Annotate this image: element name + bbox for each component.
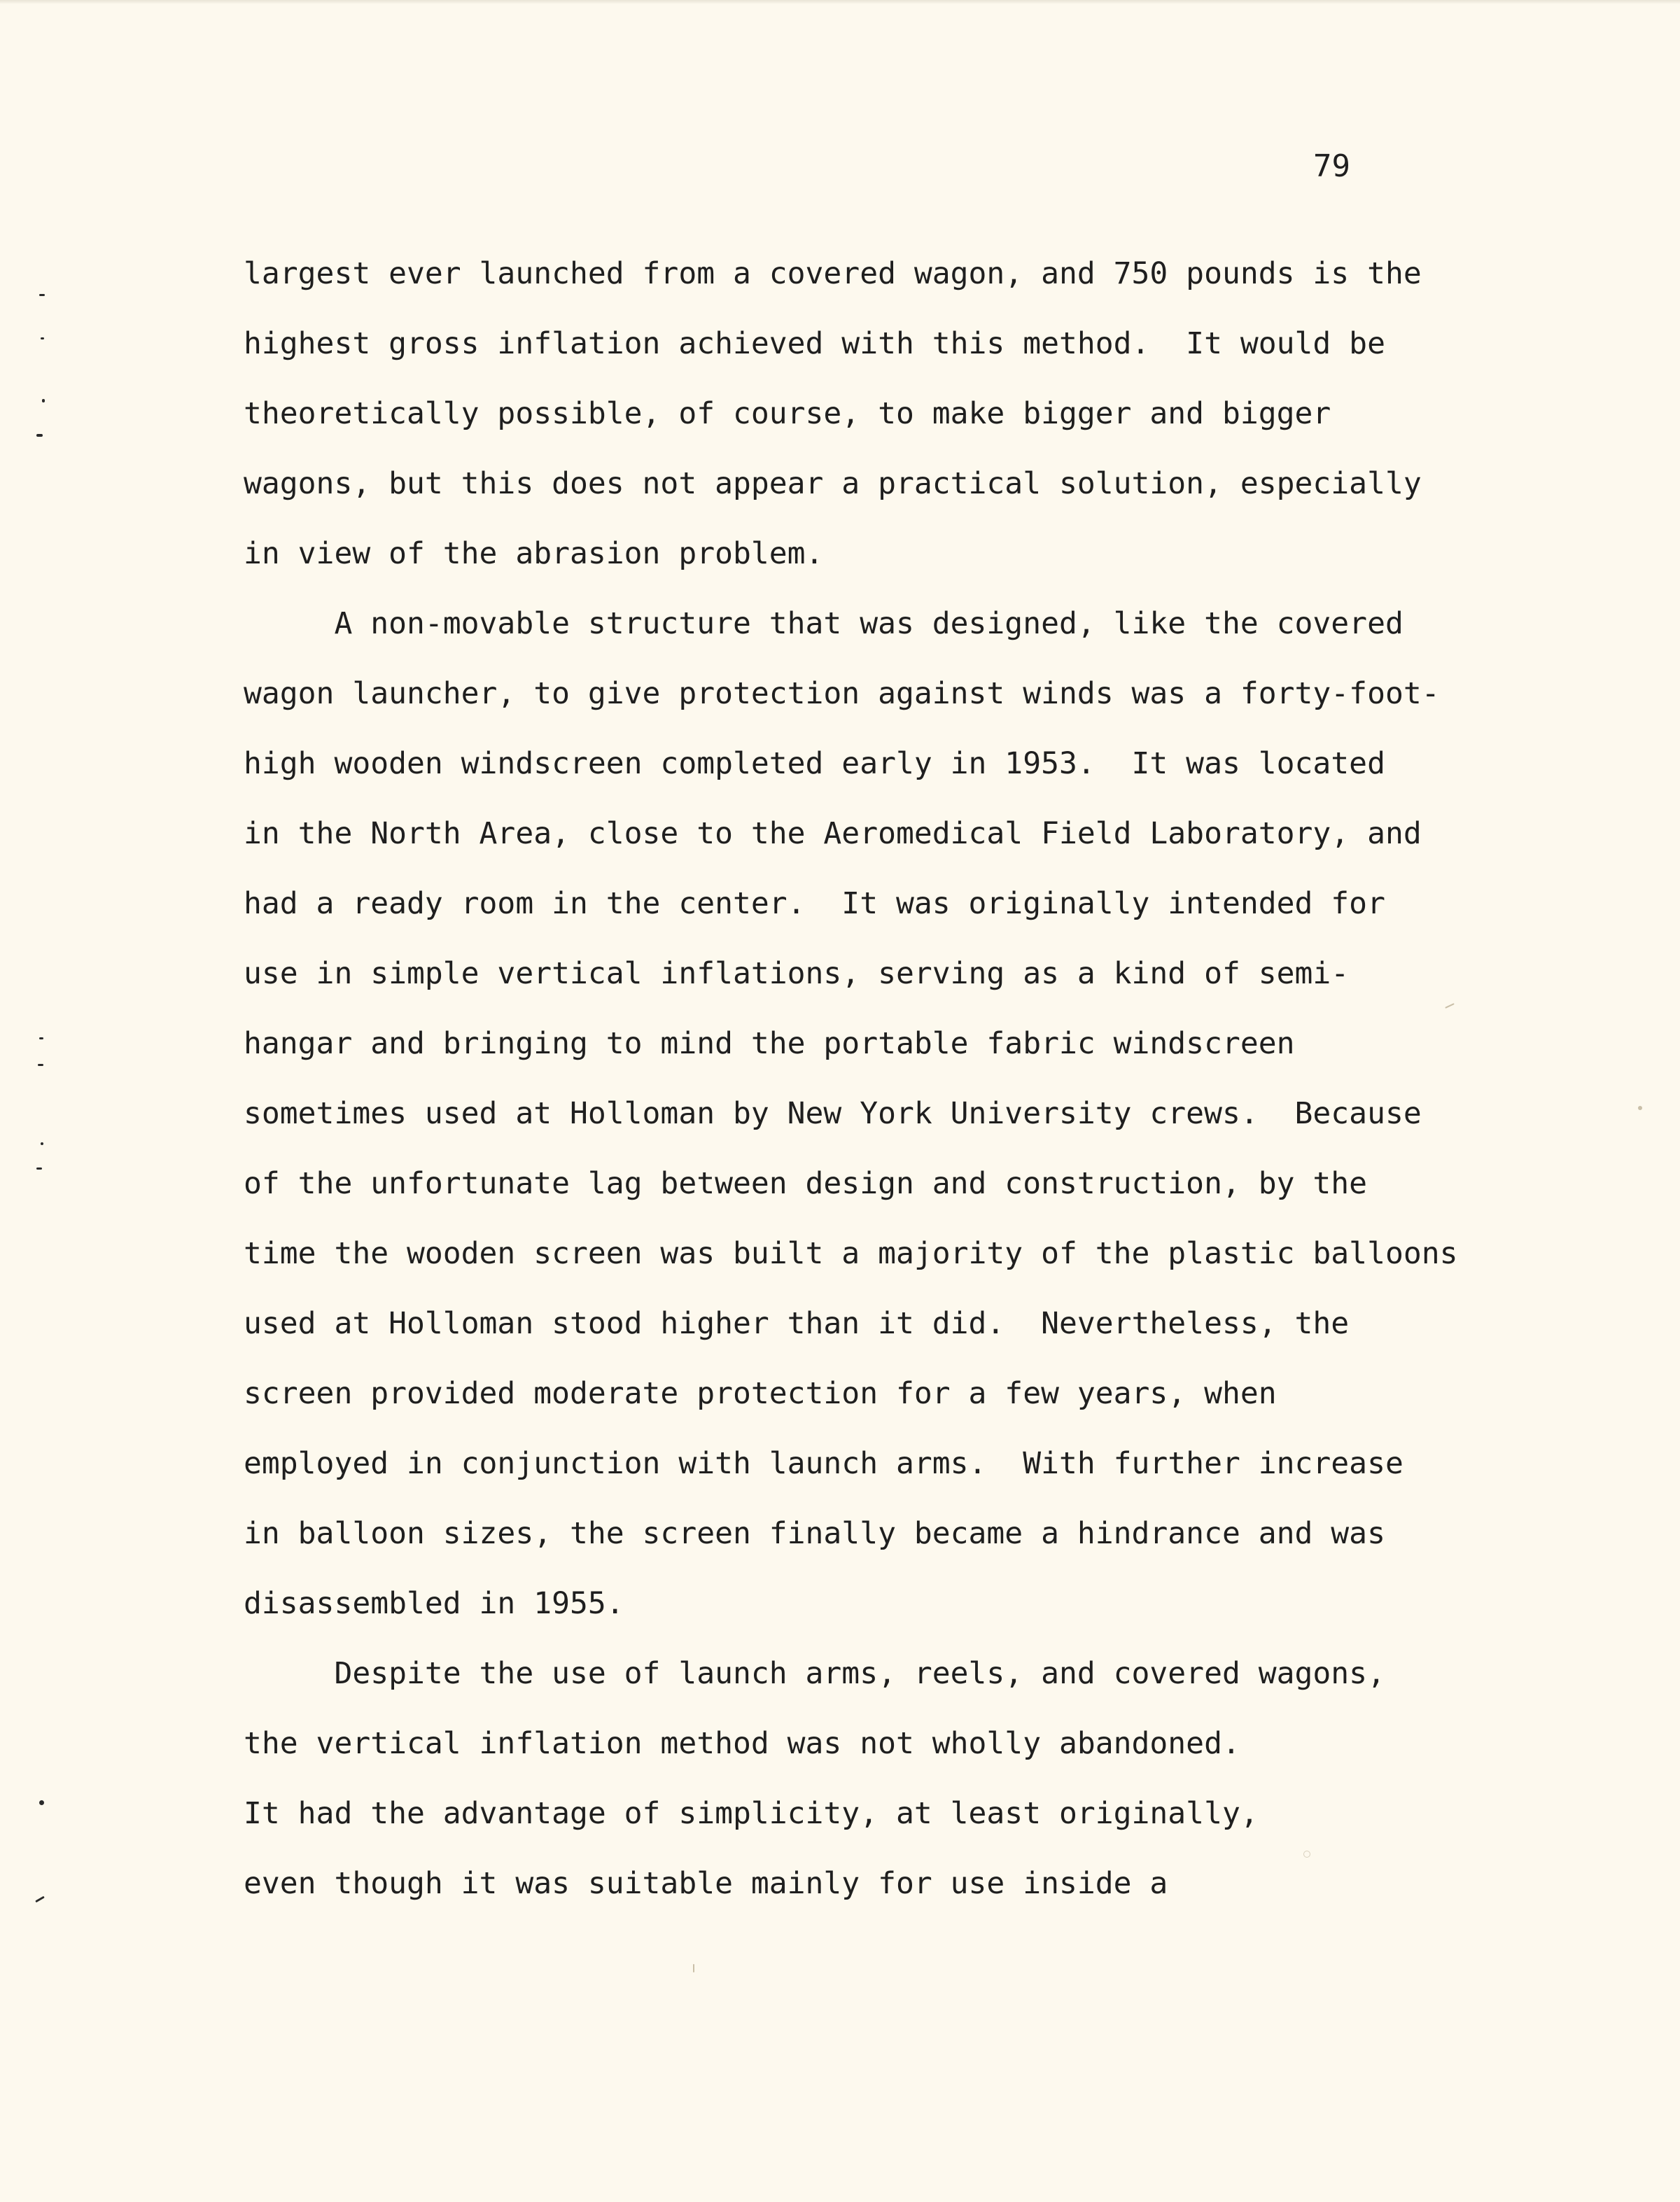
text-line: the vertical inflation method was not wholly abandoned. xyxy=(244,1726,1240,1761)
text-line: highest gross inflation achieved with this method. It would be xyxy=(244,326,1385,361)
text-line: used at Holloman stood higher than it did. Nevertheless, the xyxy=(244,1306,1350,1341)
margin-mark xyxy=(41,337,44,339)
text-line: high wooden windscreen completed early in 1953. It was located xyxy=(244,746,1385,781)
text-line: in the North Area, close to the Aeromedical Field Laboratory, and xyxy=(244,816,1422,851)
text-line: wagon launcher, to give protection against winds was a forty-foot- xyxy=(244,676,1440,711)
text-line: theoretically possible, of course, to make bigger and bigger xyxy=(244,396,1331,431)
paper-speck xyxy=(1638,1106,1642,1110)
paper-speck xyxy=(693,1964,694,1972)
text-line: Despite the use of launch arms, reels, and covered wagons, xyxy=(244,1656,1385,1691)
page-number: 79 xyxy=(1313,148,1350,184)
paper-speck xyxy=(1303,1851,1310,1858)
text-line: time the wooden screen was built a majority of the plastic balloons xyxy=(244,1236,1458,1271)
margin-mark xyxy=(42,399,45,402)
page-top-edge xyxy=(0,0,1680,4)
text-line: employed in conjunction with launch arms. With further increase xyxy=(244,1446,1404,1481)
text-line: disassembled in 1955. xyxy=(244,1586,624,1621)
margin-mark xyxy=(39,1037,43,1039)
text-line: use in simple vertical inflations, serving as a kind of semi- xyxy=(244,956,1350,991)
text-line: in balloon sizes, the screen finally became a hindrance and was xyxy=(244,1516,1385,1551)
text-line: in view of the abrasion problem. xyxy=(244,536,824,571)
text-line: largest ever launched from a covered wagon, and 750 pounds is the xyxy=(244,256,1422,291)
text-line: It had the advantage of simplicity, at least originally, xyxy=(244,1796,1259,1831)
text-line: screen provided moderate protection for a few years, when xyxy=(244,1376,1277,1411)
margin-mark xyxy=(36,1167,42,1170)
margin-mark xyxy=(41,1142,43,1145)
margin-mark xyxy=(35,1896,45,1903)
text-line: sometimes used at Holloman by New York University crews. Because xyxy=(244,1096,1422,1131)
text-line: A non-movable structure that was designed, like the covered xyxy=(244,606,1404,641)
text-line: of the unfortunate lag between design and construction, by the xyxy=(244,1166,1368,1201)
text-line: even though it was suitable mainly for use inside a xyxy=(244,1866,1168,1901)
paper-speck xyxy=(1445,1003,1455,1009)
margin-mark xyxy=(36,434,43,437)
margin-mark xyxy=(38,1064,43,1066)
text-line: had a ready room in the center. It was originally intended for xyxy=(244,886,1385,921)
text-line: hangar and bringing to mind the portable fabric windscreen xyxy=(244,1026,1295,1061)
text-line: wagons, but this does not appear a practical solution, especially xyxy=(244,466,1422,501)
margin-mark xyxy=(39,294,45,296)
margin-mark xyxy=(39,1800,44,1805)
